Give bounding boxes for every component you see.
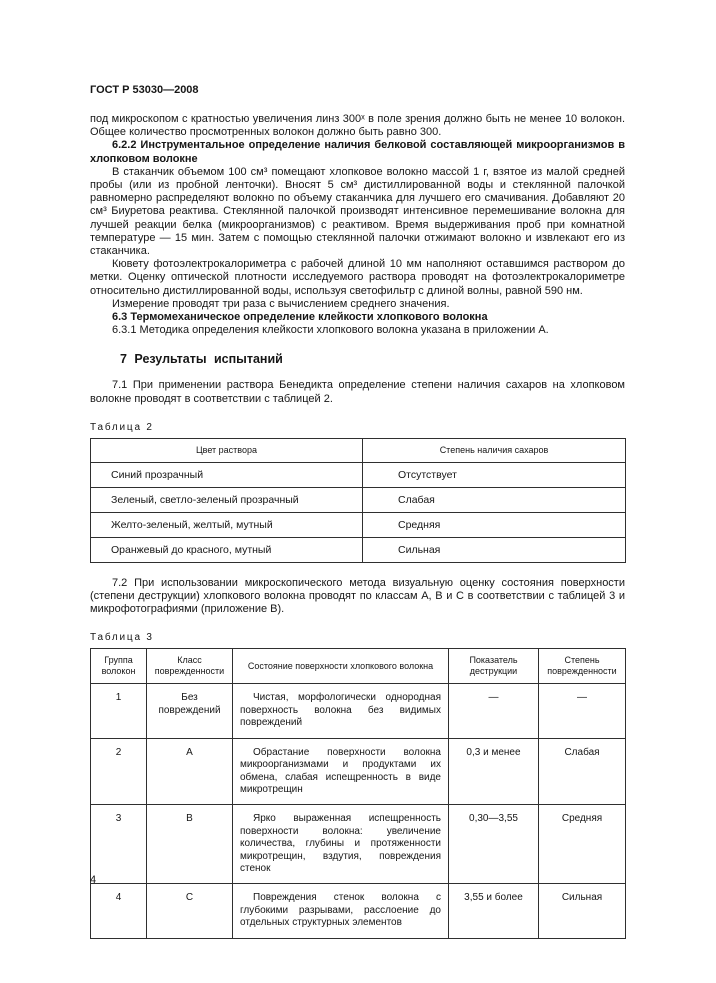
table-2-header-color: Цвет раствора [91, 438, 363, 462]
table-cell-class: А [147, 738, 233, 805]
table-cell-color: Синий прозрачный [91, 462, 363, 487]
table-cell-degree: — [539, 684, 626, 738]
table-cell-color: Желто-зеленый, желтый, мутный [91, 512, 363, 537]
section-heading-7: 7 Результаты испытаний [120, 352, 283, 367]
table-row [91, 512, 626, 537]
page-number: 4 [90, 874, 97, 886]
table-header-row [91, 438, 626, 462]
table-row [91, 537, 626, 562]
table-3-header-group: Группа волокон [91, 649, 147, 684]
table-cell-indicator: 3,55 и более [449, 884, 539, 938]
table-3-label: Таблица 3 [90, 632, 154, 644]
table-3-header-indicator: Показатель деструкции [449, 649, 539, 684]
table-row [91, 462, 626, 487]
table-cell-state: Повреждения стенок волокна с глубокими разрывами, расслоение до отдельных структурных элементов [233, 884, 449, 938]
table-row [91, 884, 626, 938]
table-row [91, 684, 626, 738]
table-cell-degree: Сильная [539, 884, 626, 938]
paragraph-7-1: 7.1 При применении раствора Бенедикта определение степени наличия сахаров на хлопковом волокне проводят в соответствии с таблицей 2. [90, 379, 625, 405]
table-3-header-degree: Степень поврежденности [539, 649, 626, 684]
table-cell-indicator: — [449, 684, 539, 738]
document-content [90, 113, 625, 939]
table-2 [90, 438, 626, 563]
table-row [91, 805, 626, 884]
table-row [91, 738, 626, 805]
table-cell-degree: Сильная [363, 537, 626, 562]
table-cell-group: 4 [91, 884, 147, 938]
table-cell-indicator: 0,30—3,55 [449, 805, 539, 884]
table-3-header-class: Класс поврежденности [147, 649, 233, 684]
table-2-label: Таблица 2 [90, 421, 154, 433]
paragraph-intro: под микроскопом с кратностью увеличения линз 300ˣ в поле зрения должно быть не менее 10 волокон. Общее количество просмотренных волокон должно быть равно 300. [90, 113, 625, 139]
table-cell-state: Обрастание поверхности волокна микроорганизмами и продуктами их обмена, слабая испещренность в виде микротрещин [233, 738, 449, 805]
table-cell-degree: Слабая [363, 487, 626, 512]
heading-6-2-2: 6.2.2 Инструментальное определение наличия белковой составляющей микроорганизмов в хлопковом волокне [90, 139, 625, 165]
table-3-body [91, 684, 626, 938]
paragraph-measure: Измерение проводят три раза с вычислением среднего значения. [112, 297, 450, 310]
table-cell-state: Ярко выраженная испещренность поверхности волокна: увеличение количества, глубины и протяженности микротрещин, вздутия, повреждения стенок [233, 805, 449, 884]
table-cell-indicator: 0,3 и менее [449, 738, 539, 805]
table-2-header [91, 438, 626, 462]
paragraph-7-2: 7.2 При использовании микроскопического метода визуальную оценку состояния поверхности (степени деструкции) хлопкового волокна проводят по классам А, В и С в соответствии с таблицей 3 и микрофотографиями (приложение В). [90, 576, 625, 616]
table-header-row [91, 649, 626, 684]
table-cell-group: 2 [91, 738, 147, 805]
heading-6-3: 6.3 Термомеханическое определение клейкости хлопкового волокна [112, 311, 488, 324]
table-cell-class: В [147, 805, 233, 884]
paragraph-beaker: В стаканчик объемом 100 см³ помещают хлопковое волокно массой 1 г, взятое из малой средней пробы (или из пробной ленточки). Вносят 5 см³ дистиллированной воды и стеклянной палочкой равномерно распределяют волокно по объему стаканчика для лучшего его смачивания. Добавляют 20 см³ Биуретова реактива. Стеклянной палочкой производят интенсивное перемешивание волокна для лучшей реакции белка (микроорганизмов) с реактивом. Время выдерживания проб при комнатной температуре — 15 мин. Затем с помощью стеклянной палочки отжимают волокно и извлекают его из стаканчика. [90, 165, 625, 258]
table-2-header-degree: Степень наличия сахаров [363, 438, 626, 462]
table-3-header [91, 649, 626, 684]
table-cell-group: 3 [91, 805, 147, 884]
table-cell-degree: Средняя [363, 512, 626, 537]
table-cell-degree: Отсутствует [363, 462, 626, 487]
table-cell-state: Чистая, морфологически однородная поверхность волокна без видимых повреждений [233, 684, 449, 738]
paragraph-6-3-1: 6.3.1 Методика определения клейкости хлопкового волокна указана в приложении А. [112, 324, 549, 337]
table-row [91, 487, 626, 512]
table-cell-degree: Слабая [539, 738, 626, 805]
doc-number: ГОСТ Р 53030—2008 [90, 84, 199, 96]
table-cell-color: Зеленый, светло-зеленый прозрачный [91, 487, 363, 512]
table-cell-group: 1 [91, 684, 147, 738]
table-cell-degree: Средняя [539, 805, 626, 884]
table-cell-class: С [147, 884, 233, 938]
table-3 [90, 648, 626, 938]
table-cell-color: Оранжевый до красного, мутный [91, 537, 363, 562]
table-2-body [91, 462, 626, 562]
paragraph-cuvette: Кювету фотоэлектрокалориметра с рабочей длиной 10 мм наполняют оставшимся раствором до метки. Оценку оптической плотности исследуемого раствора проводят на фотоэлектрокалориметре относительно дистиллированной воды, используя светофильтр с длиной волны, равной 590 нм. [90, 258, 625, 297]
table-3-header-state: Состояние поверхности хлопкового волокна [233, 649, 449, 684]
table-cell-class: Без повреждений [147, 684, 233, 738]
